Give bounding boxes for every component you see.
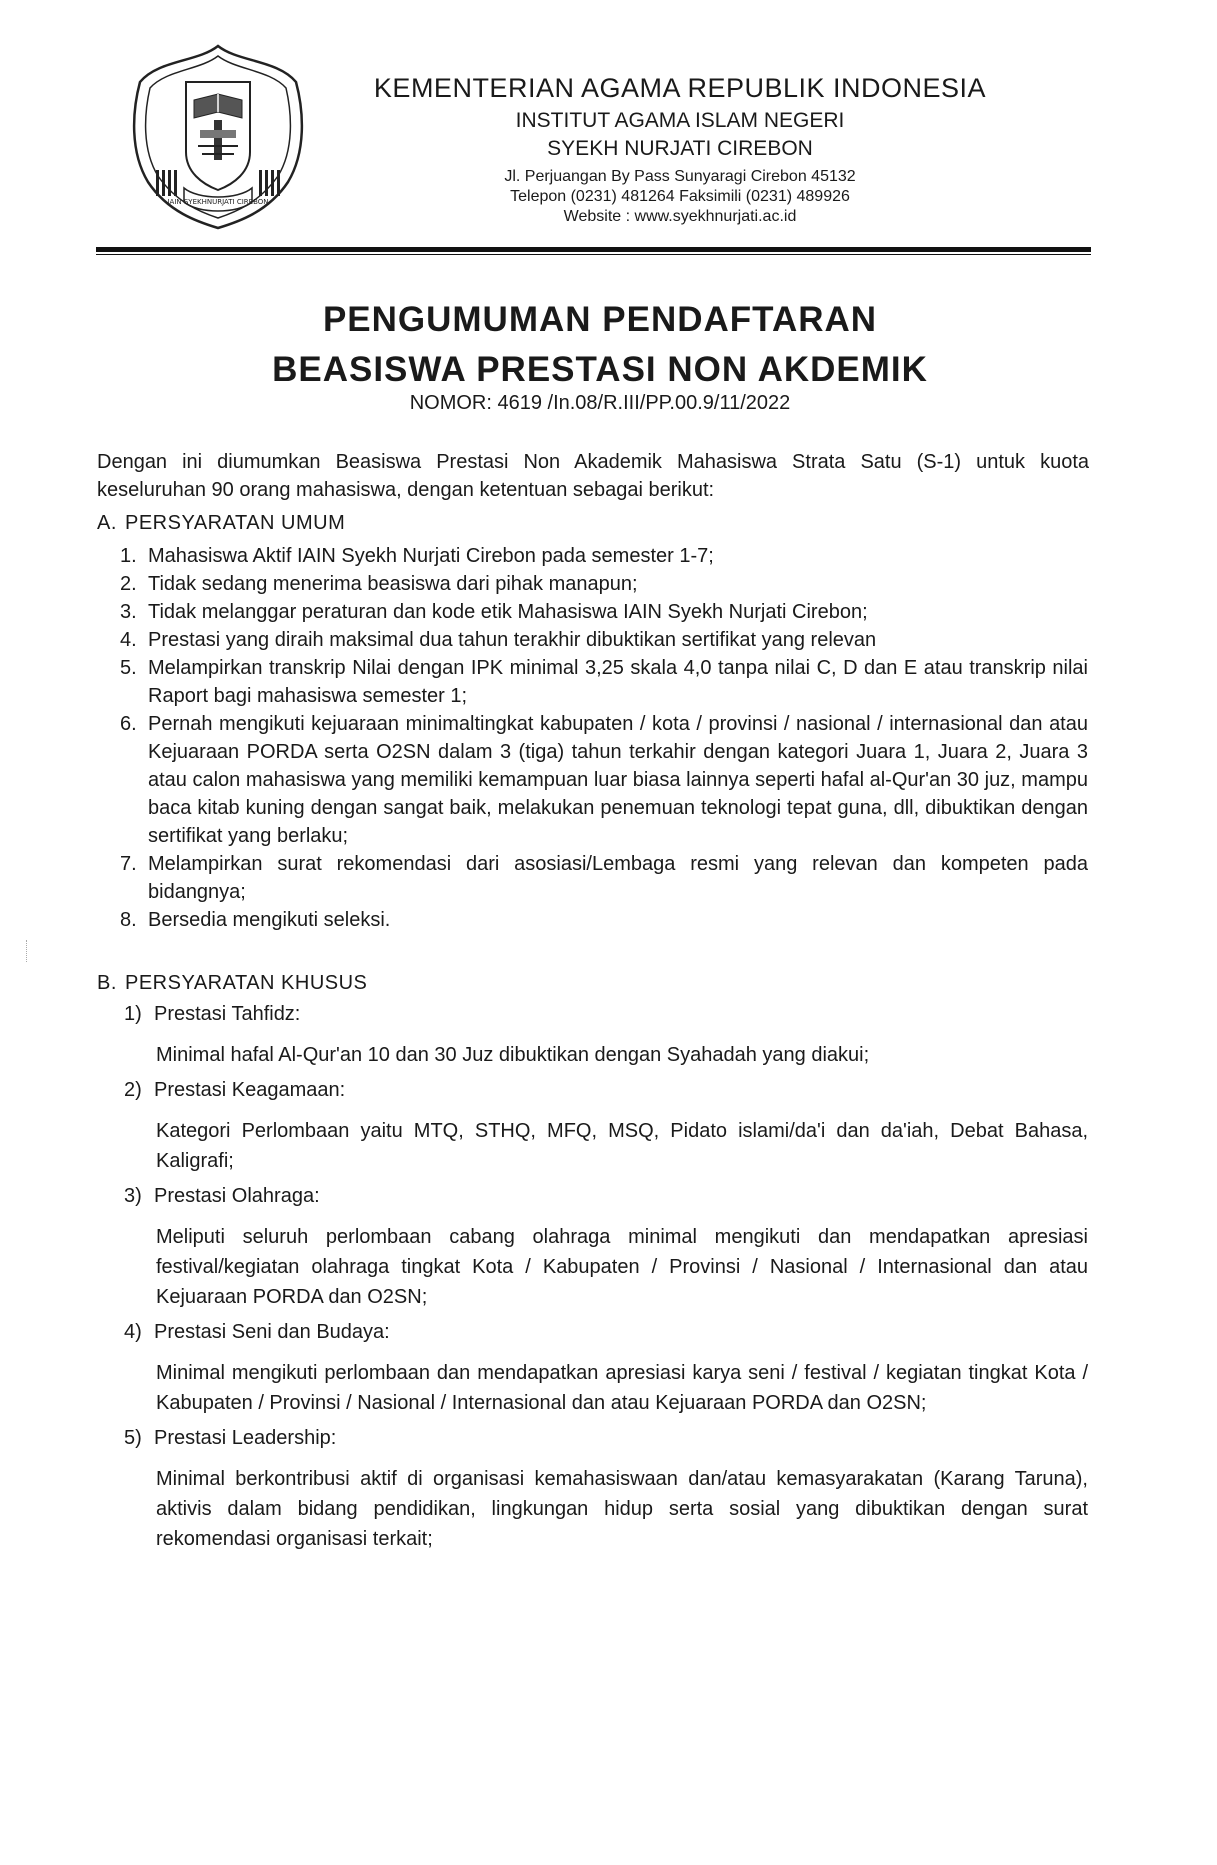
scan-edge-mark <box>26 940 29 962</box>
list-item-title: Prestasi Keagamaan: <box>154 1079 346 1101</box>
letterhead <box>330 72 1030 226</box>
list-item-number: 3) <box>124 1185 142 1207</box>
list-item-number: 2) <box>124 1079 142 1101</box>
list-item-text: Mahasiswa Aktif IAIN Syekh Nurjati Cirebon pada semester 1-7; <box>148 545 714 567</box>
list-item-number: 7. <box>120 853 137 875</box>
letterhead-divider-thin <box>96 254 1091 255</box>
list-item-number: 6. <box>120 713 137 735</box>
list-item-number: 4) <box>124 1321 142 1343</box>
list-item-text: Minimal hafal Al-Qur'an 10 dan 30 Juz dibuktikan dengan Syahadah yang diakui; <box>156 1044 870 1066</box>
list-item-text: Melampirkan surat rekomendasi dari asosiasi/Lembaga resmi yang relevan dan kompeten pada bidangnya; <box>148 853 1088 903</box>
section-a-title: PERSYARATAN UMUM <box>125 512 346 534</box>
list-item-text: Minimal mengikuti perlombaan dan mendapatkan apresiasi karya seni / festival / kegiatan tingkat Kota / Kabupaten / Provinsi / Nasional / Internasional dan atau Kejuaraan PORDA dan O2SN; <box>156 1362 1088 1414</box>
list-item-number: 3. <box>120 601 137 623</box>
list-item <box>120 906 1088 934</box>
list-item-number: 5) <box>124 1427 142 1449</box>
title-line-1: PENGUMUMAN PENDAFTARAN <box>322 300 878 339</box>
letterhead-divider-thick <box>96 247 1091 252</box>
section-b-title: PERSYARATAN KHUSUS <box>125 972 368 994</box>
section-a-letter: A. <box>97 512 117 534</box>
list-item-title: Prestasi Leadership: <box>154 1427 337 1449</box>
list-item <box>120 654 1088 710</box>
list-item-number: 1) <box>124 1003 142 1025</box>
list-item-number: 4. <box>120 629 137 651</box>
list-item-number: 8. <box>120 909 137 931</box>
list-item <box>124 1076 1088 1176</box>
list-item <box>124 1424 1088 1554</box>
list-item-text: Minimal berkontribusi aktif di organisasi kemahasiswaan dan/atau kemasyarakatan (Karang Taruna), aktivis dalam bidang pendidikan, lingkungan hidup serta sosial yang dibuktikan dengan surat rekomendasi organisasi terkait; <box>156 1468 1088 1550</box>
section-b-letter: B. <box>97 972 117 994</box>
section-a-heading <box>97 512 345 535</box>
list-item-number: 5. <box>120 657 137 679</box>
institute-phone: Telepon (0231) 481264 Faksimili (0231) 489926 <box>510 187 850 205</box>
general-requirements-list <box>120 542 1088 934</box>
list-item <box>124 1182 1088 1312</box>
institute-name-line2: SYEKH NURJATI CIREBON <box>547 136 813 160</box>
institute-website: Website : www.syekhnurjati.ac.id <box>563 208 797 226</box>
section-b-heading <box>97 972 367 995</box>
title-line-2: BEASISWA PRESTASI NON AKDEMIK <box>272 349 928 389</box>
list-item-text: Prestasi yang diraih maksimal dua tahun terakhir dibuktikan sertifikat yang relevan <box>148 629 877 651</box>
document-number: NOMOR: 4619 /In.08/R.III/PP.00.9/11/2022 <box>409 392 791 414</box>
list-item-text: Kategori Perlombaan yaitu MTQ, STHQ, MFQ, MSQ, Pidato islami/da'i dan da'iah, Debat Bahasa, Kaligrafi; <box>156 1120 1088 1172</box>
list-item-text: Melampirkan transkrip Nilai dengan IPK minimal 3,25 skala 4,0 tanpa nilai C, D dan E atau transkrip nilai Raport bagi mahasiswa semester 1; <box>148 657 1088 707</box>
list-item <box>124 1000 1088 1070</box>
institute-logo <box>128 42 308 232</box>
list-item <box>120 570 1088 598</box>
document-title <box>150 295 1050 394</box>
list-item-text: Pernah mengikuti kejuaraan minimaltingkat kabupaten / kota / provinsi / nasional / internasional dan atau Kejuaraan PORDA serta O2SN dalam 3 (tiga) tahun terkahir dengan kategori Juara 1, Juara 2, Juara 3 atau calon mahasiswa yang memiliki kemampuan luar biasa lainnya seperti hafal al-Qur'an 30 juz, mampu baca kitab kuning dengan sangat baik, melakukan penemuan teknologi tepat guna, dll, dibuktikan dengan sertifikat yang berlaku; <box>148 713 1088 847</box>
list-item <box>120 542 1088 570</box>
ministry-name: KEMENTERIAN AGAMA REPUBLIK INDONESIA <box>373 73 987 103</box>
list-item-text: Bersedia mengikuti seleksi. <box>148 909 391 931</box>
institute-name-line1: INSTITUT AGAMA ISLAM NEGERI <box>515 109 845 133</box>
list-item <box>120 710 1088 850</box>
list-item <box>120 850 1088 906</box>
special-requirements-list <box>124 1000 1088 1560</box>
list-item <box>120 598 1088 626</box>
list-item-title: Prestasi Olahraga: <box>154 1185 320 1207</box>
list-item-text: Tidak melanggar peraturan dan kode etik Mahasiswa IAIN Syekh Nurjati Cirebon; <box>148 601 868 623</box>
list-item-number: 1. <box>120 545 137 567</box>
list-item <box>124 1318 1088 1418</box>
list-item <box>120 626 1088 654</box>
list-item-text: Tidak sedang menerima beasiswa dari pihak manapun; <box>148 573 638 595</box>
list-item-number: 2. <box>120 573 137 595</box>
list-item-title: Prestasi Seni dan Budaya: <box>154 1321 390 1343</box>
list-item-title: Prestasi Tahfidz: <box>154 1003 301 1025</box>
logo-text: IAIN SYEKHNURJATI CIREBON <box>167 198 269 206</box>
list-item-text: Meliputi seluruh perlombaan cabang olahraga minimal mengikuti dan mendapatkan apresiasi festival/kegiatan olahraga tingkat Kota / Kabupaten / Provinsi / Nasional / Internasional dan atau Kejuaraan PORDA dan O2SN; <box>156 1226 1088 1308</box>
institute-address: Jl. Perjuangan By Pass Sunyaragi Cirebon 45132 <box>504 167 856 185</box>
intro-paragraph: Dengan ini diumumkan Beasiswa Prestasi Non Akademik Mahasiswa Strata Satu (S-1) untuk kuota keseluruhan 90 orang mahasiswa, dengan ketentuan sebagai berikut: <box>97 451 1089 501</box>
